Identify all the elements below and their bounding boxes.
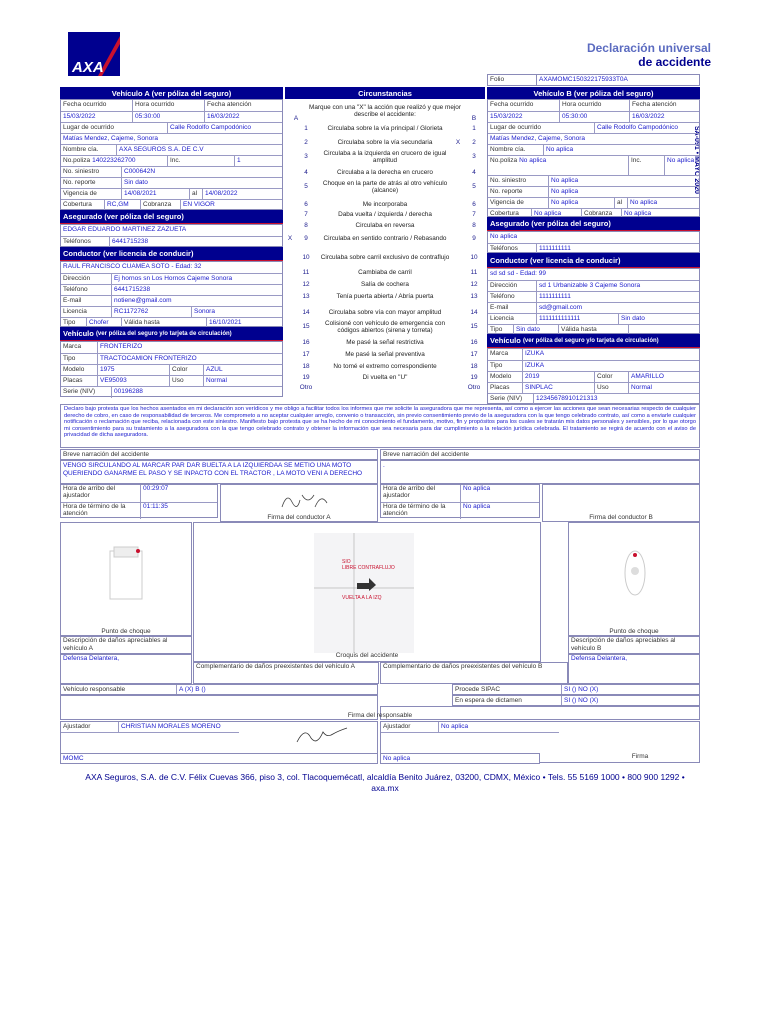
signature-a-icon bbox=[277, 487, 337, 517]
circ-item-6[interactable]: 6 Me incorporaba 6 bbox=[304, 201, 476, 208]
circ-item-13[interactable]: 13 Tenía puerta abierta / Abría puerta 13 bbox=[302, 293, 478, 300]
narration-b: . bbox=[380, 460, 700, 484]
folio-box: Folio AXAMOMC150322175933T0A bbox=[487, 74, 700, 86]
firma-conductor-b: Firma del conductor B bbox=[542, 484, 700, 522]
circ-item-14[interactable]: 14 Circulaba sobre vía con mayor amplitud 14 bbox=[302, 309, 478, 316]
veh-a-panel: Fecha ocurrido Hora ocurrido Fecha atención 15/03/2022 05:30:00 16/03/2022 Lugar de ocurrido Calle Rodolfo Campodónico Matías Mendez, Cajeme, Sonora Nombre cía. AXA SEGUROS S.A. DE C.V No.poliza 140223262700 Inc. 1 No. siniestro C000642N No. reporte Sin dato Vigencia de 14/08/2021 al 14/08/2022 Cobertura RC,GM Cobranza EN VIGOR bbox=[60, 99, 283, 210]
croquis: SIO LIBRE CONTRAFLUJO VUELTA A LA IZQ Croquis del accidente bbox=[193, 522, 541, 662]
danos-a: Defensa Delantera, bbox=[60, 654, 192, 684]
veh-a-header: Vehículo A (ver póliza del seguro) bbox=[60, 87, 283, 99]
circ-item-4[interactable]: 4 Circulaba a la derecha en crucero 4 bbox=[304, 169, 476, 176]
veh-b-panel: Fecha ocurrido Hora ocurrido Fecha atención 15/03/2022 05:30:00 16/03/2022 Lugar de ocurrido Calle Rodolfo Campodónico Matías Mendez, Cajeme, Sonora Nombre cía. No aplica No.poliza No aplica Inc. No aplica No. siniestro No aplica No. reporte No aplica Vigencia de No aplica al No aplica Cobertura No aplica Cobranza No aplica bbox=[487, 99, 700, 217]
circ-item-11[interactable]: 11 Cambiaba de carril 11 bbox=[302, 269, 478, 276]
circ-item-8[interactable]: 8 Circulaba en reversa 8 bbox=[304, 222, 476, 229]
danos-b-label: Descripción de daños apreciables al vehículo B bbox=[568, 636, 700, 654]
veh-b-conductor-header: Conductor (ver licencia de conducir) bbox=[487, 253, 700, 267]
circ-item-17[interactable]: 17 Me pasé la señal preventiva 17 bbox=[302, 351, 478, 358]
footer-address: AXA Seguros, S.A. de C.V. Félix Cuevas 366, piso 3, col. Tlacoquemécatl, alcaldía Benito Juárez, 03200, CDMX, México • Tels. 55 5169 1000 • 800 900 1292 • axa.mx bbox=[85, 772, 685, 793]
veh-b-asegurado-header: Asegurado (ver póliza del seguro) bbox=[487, 217, 700, 230]
veh-a-asegurado: EDGAR EDUARDO MARTINEZ ZAZUETA bbox=[63, 226, 187, 233]
punto-choque-b: Punto de choque bbox=[568, 522, 700, 636]
circ-mark-a[interactable]: X bbox=[287, 235, 293, 242]
circ-panel: A Marque con una "X" la acción que realizó y que mejor describe el accidente: B 1 Circulaba sobre la vía principal / Glorieta 1 2 Circulaba sobre la vía secundaria X 2 3 Circulaba a la izquierda en crucero de igual amplitud 3 4 Circulaba a la derecha en crucero 4 5 Choque en la parte de atrás al otro vehículo (alcance) 5 6 Me incorporaba 6 7 Daba vuelta / izquierda / derecha 7 8 Circulaba en reversa 8 X 9 Circulaba en sentido contrario / Rebasando 9 10 Circulaba sobre carril exclusivo de contraflujo 10 11 Cambiaba de carril 11 12 Salía de cochera 12 13 Tenía puerta abierta / Abría puerta 13 14 Circulaba sobre vía con mayor amplitud 14 15 Colisioné con vehículo de emergencia con códigos abiertos (sirena y torreta) 15 16 Me pasé la señal restrictiva 16 17 Me pasé la señal preventiva 17 18 No tomé el extremo correspondiente 18 19 Di vuelta en "U" 19 Otro Otro bbox=[285, 99, 485, 397]
circ-mark-b[interactable]: X bbox=[455, 139, 461, 146]
svg-text:AXA: AXA bbox=[72, 59, 104, 76]
circ-item-5[interactable]: 5 Choque en la parte de atrás al otro vehículo (alcance) 5 bbox=[304, 179, 476, 194]
signature-ajustador-icon bbox=[293, 724, 353, 748]
circ-item-10[interactable]: 10 Circulaba sobre carril exclusivo de contraflujo 10 bbox=[302, 254, 478, 261]
circ-item-1[interactable]: 1 Circulaba sobre la vía principal / Glorieta 1 bbox=[304, 125, 476, 132]
narration-a: VENGO SIRCULANDO AL MARCAR PAR DAR BUELTA A LA IZQUIERDAA SE METIO UNA MOTO QUERIENDO GANARME EL PASO Y SE INPACTO CON EL TRACTOR , LA MOTO VENI A DERECHO bbox=[60, 460, 378, 484]
circ-item-18[interactable]: 18 No tomé el extremo correspondiente 18 bbox=[302, 363, 478, 370]
circ-header: Circunstancias bbox=[285, 87, 485, 99]
circ-item-19[interactable]: 19 Di vuelta en "U" 19 bbox=[302, 374, 478, 381]
veh-b-header: Vehículo B (ver póliza del seguro) bbox=[487, 87, 700, 99]
title-line2: de accidente bbox=[638, 55, 711, 69]
veh-a-vehiculo-header: Vehículo (ver póliza del seguro y/o tarjeta de circulación) bbox=[60, 327, 283, 340]
circ-item-15[interactable]: 15 Colisioné con vehículo de emergencia con códigos abiertos (sirena y torreta) 15 bbox=[302, 319, 478, 334]
side-code: SA-091 • MAYO 2020 bbox=[693, 126, 700, 194]
circ-item-3[interactable]: 3 Circulaba a la izquierda en crucero de igual amplitud 3 bbox=[304, 149, 476, 164]
punto-choque-a: Punto de choque bbox=[60, 522, 192, 636]
danos-b: Defensa Delantera, bbox=[568, 654, 700, 684]
folio-value: AXAMOMC150322175933T0A bbox=[536, 75, 628, 85]
veh-a-conductor-header: Conductor (ver licencia de conducir) bbox=[60, 247, 283, 260]
motorcycle-outline-icon bbox=[615, 543, 655, 603]
firma-conductor-a: Firma del conductor A bbox=[220, 484, 378, 522]
ajustador-a: CHRISTIAN MORALES MORENO bbox=[119, 722, 239, 733]
danos-a-label: Descripción de daños apreciables al vehículo A bbox=[60, 636, 192, 654]
veh-a-conductor: RAUL FRANCISCO CUAMEA SOTO - Edad: 32 bbox=[63, 263, 202, 270]
declaration: Declaro bajo protesta que los hechos asentados en mi declaración son verídicos y me obligo a facilitar todos los informes que me solicite la aseguradora que me representa, así como a ejercer las acciones que sean necesarias respecto de cualquier derecho de cobro, en caso de responsabilidad de terceros. Me comprometo a no aceptar cualquier arreglo, convenio o transacción, sin previo consentimiento previo de la aseguradora con la que tengo celebrado contrato, así como a enviarle cualquier notificación o reclamación que reciba, relacionada con este siniestro. Manifiesto bajo protesta que se ha hecho de mi conocimiento el fundamento, motivo, fin y propósitos para los cuales se tratarán mis datos personales y sensibles, por lo que otorgo mi consentimiento para su tratamiento a la aseguradora con la que tengo celebrado contrato y obtener la información que sea necesaria para dar cumplimiento a la relación jurídica celebrada. El tratamiento se regirá de acuerdo con el aviso de privacidad de dicha aseguradora. bbox=[60, 404, 700, 448]
circ-item-Otro[interactable]: Otro Otro bbox=[299, 384, 481, 391]
circ-item-2[interactable]: 2 Circulaba sobre la vía secundaria X 2 bbox=[304, 139, 476, 146]
circ-item-9[interactable]: X 9 Circulaba en sentido contrario / Rebasando 9 bbox=[285, 233, 485, 244]
axa-logo bbox=[68, 32, 120, 76]
truck-outline-icon bbox=[106, 543, 146, 603]
veh-a-asegurado-header: Asegurado (ver póliza del seguro) bbox=[60, 210, 283, 223]
circ-item-12[interactable]: 12 Salía de cochera 12 bbox=[302, 281, 478, 288]
veh-b-vehiculo-header: Vehículo (ver póliza del seguro y/o tarjeta de circulación) bbox=[487, 334, 700, 347]
vehiculo-responsable: A (X) B () bbox=[176, 685, 206, 694]
circ-item-16[interactable]: 16 Me pasé la señal restrictiva 16 bbox=[302, 339, 478, 346]
title-line1: Declaración universal bbox=[586, 41, 711, 55]
circ-item-7[interactable]: 7 Daba vuelta / izquierda / derecha 7 bbox=[304, 211, 476, 218]
